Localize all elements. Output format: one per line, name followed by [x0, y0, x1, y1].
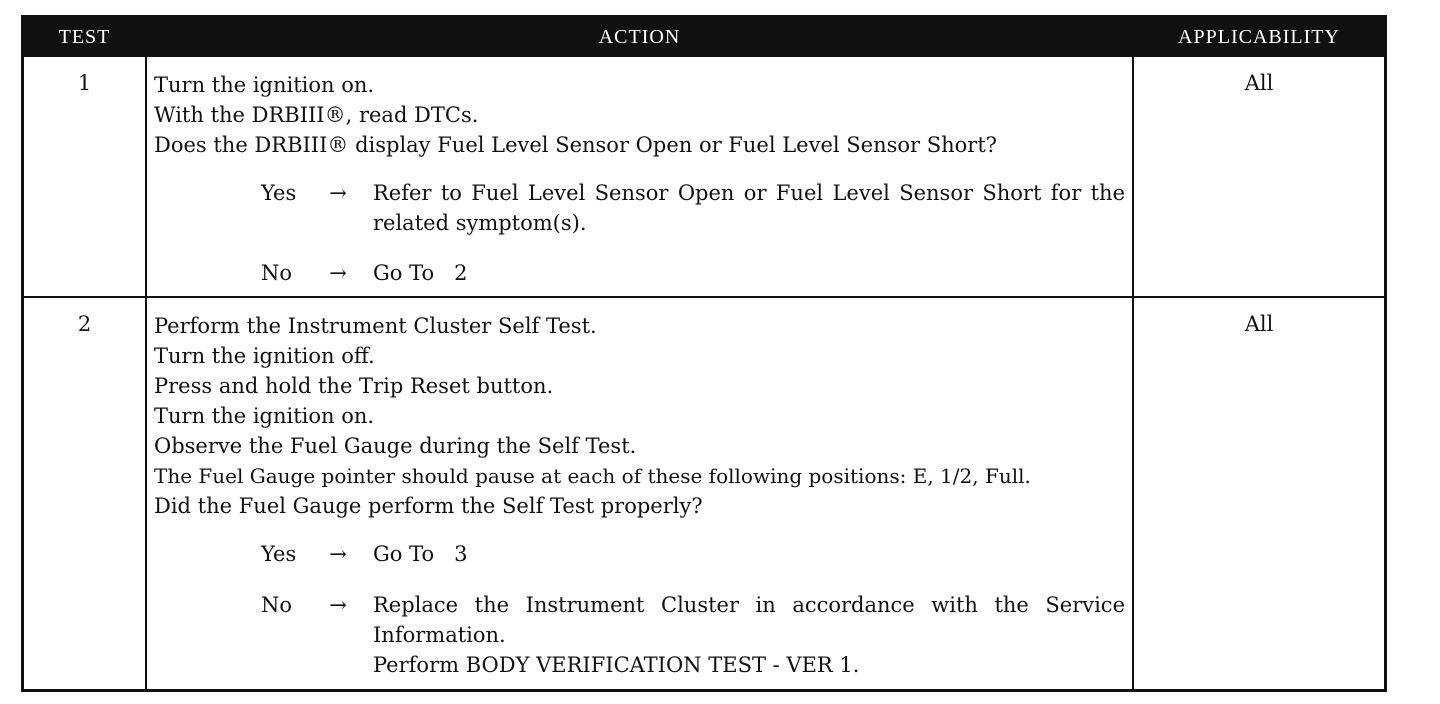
applicability-1: All	[1244, 71, 1274, 95]
response-text: Refer to Fuel Level Sensor Open or Fuel Level Sensor Short for the related symptom(s).	[373, 181, 1125, 235]
response-text: Go To 2	[373, 261, 468, 285]
test-number-2: 2	[77, 312, 92, 336]
response-label: Yes	[261, 542, 297, 566]
applicability-2: All	[1244, 312, 1274, 336]
header-applicability: APPLICABILITY	[1178, 26, 1340, 48]
response-text	[373, 590, 1125, 680]
action-steps-1	[154, 70, 1129, 160]
action-step: Turn the ignition on.	[154, 73, 375, 97]
arrow-icon: →	[329, 261, 347, 285]
header-action: ACTION	[598, 26, 681, 48]
action-step: The Fuel Gauge pointer should pause at each of these following positions: E, 1/2, Full.	[154, 464, 1031, 488]
response-label: No	[261, 261, 293, 285]
response-text: Go To 3	[373, 542, 468, 566]
diagnostic-table	[21, 15, 1387, 692]
action-step: Turn the ignition off.	[154, 344, 375, 368]
action-step: Observe the Fuel Gauge during the Self Test.	[154, 434, 637, 458]
action-step: Does the DRBIII® display Fuel Level Sensor Open or Fuel Level Sensor Short?	[154, 133, 998, 157]
test-number-1: 1	[77, 71, 92, 95]
arrow-icon: →	[329, 542, 347, 566]
response-text-line: Replace the Instrument Cluster in accordance with the Service Information.	[373, 593, 1125, 647]
column-divider	[1132, 57, 1134, 689]
row-divider	[24, 296, 1384, 298]
header-test: TEST	[58, 26, 111, 48]
response-label: No	[261, 593, 293, 617]
arrow-icon: →	[329, 181, 347, 205]
action-step: With the DRBIII®, read DTCs.	[154, 103, 479, 127]
action-step: Did the Fuel Gauge perform the Self Test properly?	[154, 494, 703, 518]
action-step: Press and hold the Trip Reset button.	[154, 374, 554, 398]
table-header	[24, 18, 1384, 57]
response-label: Yes	[261, 181, 297, 205]
response-text-line: Perform BODY VERIFICATION TEST - VER 1.	[373, 653, 860, 677]
column-divider	[145, 57, 147, 689]
action-steps-2	[154, 311, 1129, 521]
action-step: Turn the ignition on.	[154, 404, 375, 428]
arrow-icon: →	[329, 593, 347, 617]
action-step: Perform the Instrument Cluster Self Test.	[154, 314, 597, 338]
